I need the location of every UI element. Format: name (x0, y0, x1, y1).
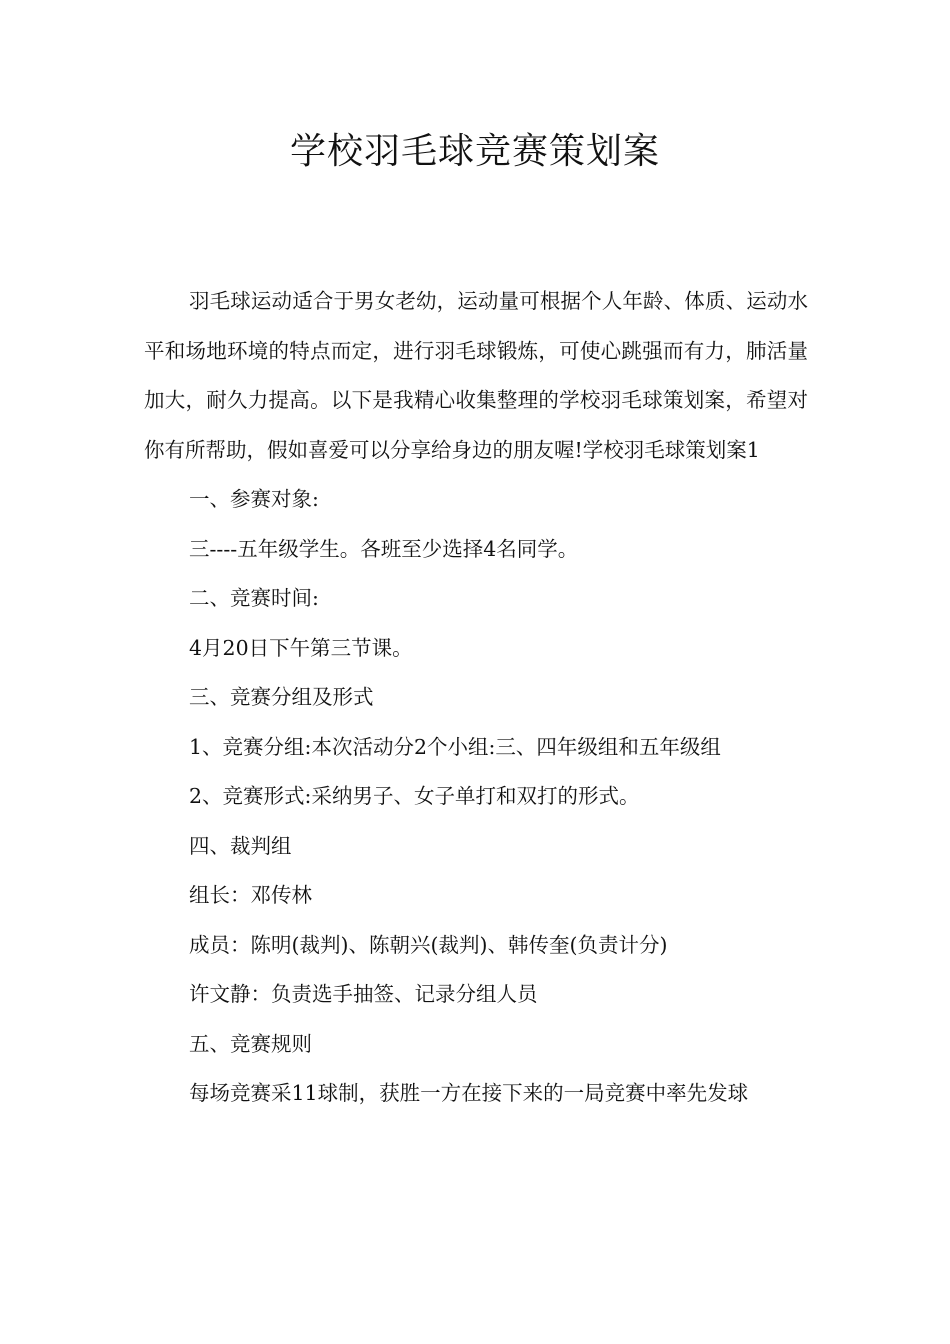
section-heading-groups: 三、竞赛分组及形式 (189, 685, 374, 709)
intro-paragraph: 羽毛球运动适合于男女老幼，运动量可根据个人年龄、体质、运动水平和场地环境的特点而定，进行羽毛球锻炼，可使心跳强而有力，肺活量加大，耐久力提高。以下是我精心收集整理的学校羽毛球策划案，希望对你有所帮助，假如喜爱可以分享给身边的朋友喔!学校羽毛球策划案1 (144, 289, 808, 462)
section-heading-rules: 五、竞赛规则 (189, 1031, 312, 1056)
referee-members: 成员：陈明(裁判)、陈朝兴(裁判)、韩传奎(负责计分) (189, 932, 668, 957)
format-text: 2、竞赛形式:采纳男子、女子单打和双打的形式。 (189, 784, 640, 808)
participants-text: 三----五年级学生。各班至少选择4名同学。 (189, 536, 579, 561)
section-heading-time: 二、竞赛时间: (189, 586, 319, 610)
document-title: 学校羽毛球竞赛策划案 (289, 131, 660, 172)
section-heading-referees: 四、裁判组 (189, 833, 292, 858)
referee-draw: 许文静：负责选手抽签、记录分组人员 (189, 982, 538, 1006)
rules-text: 每场竞赛采11球制，获胜一方在接下来的一局竞赛中率先发球 (189, 1081, 749, 1105)
referee-leader: 组长：邓传林 (189, 883, 312, 907)
groups-text: 1、竞赛分组:本次活动分2个小组:三、四年级组和五年级组 (189, 734, 721, 759)
document-body (144, 277, 808, 1119)
section-heading-participants: 一、参赛对象: (189, 487, 319, 511)
time-text: 4月20日下午第三节课。 (189, 635, 413, 660)
